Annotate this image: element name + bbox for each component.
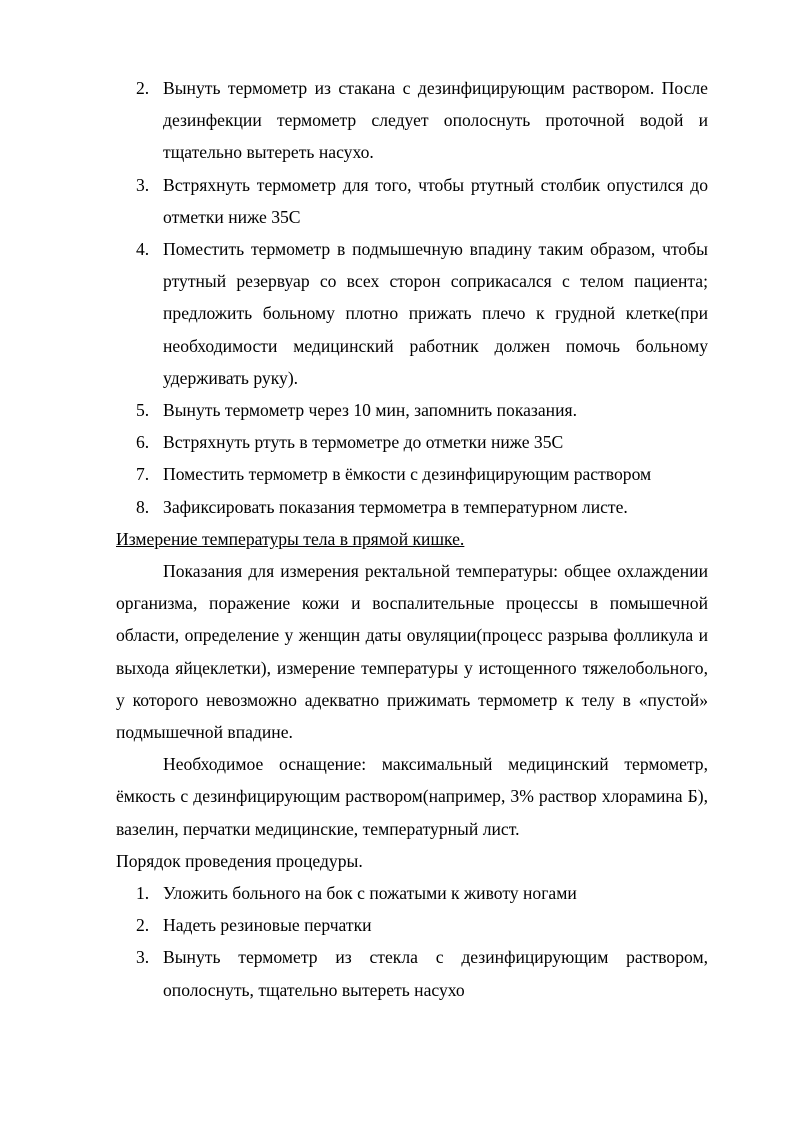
- list-number: 3.: [136, 174, 150, 195]
- list-item: [116, 941, 708, 1005]
- list-number: 3.: [136, 947, 150, 968]
- equipment-paragraph: Необходимое оснащение: максимальный медицинский термометр, ёмкость с дезинфицирующим раствором(например, 3% раствор хлорамина Б), вазелин, перчатки медицинские, температурный лист.: [116, 754, 708, 839]
- list-number: 2.: [136, 915, 150, 936]
- list-number: 2.: [136, 78, 150, 98]
- list-number: 4.: [136, 239, 150, 260]
- list-number: 6.: [136, 432, 150, 453]
- list-item: [116, 491, 708, 523]
- document-page: [116, 72, 708, 1006]
- list-item-text: Зафиксировать показания термометра в температурном листе.: [163, 496, 628, 517]
- list-item-text: Поместить термометр в подмышечную впадину таким образом, чтобы ртутный резервуар со всех сторон соприкасался с телом пациента; предложить больному плотно прижать плечо к грудной клетке(при необходимости медицинский работник должен помочь больному удерживать руку).: [163, 239, 708, 388]
- section-heading: Измерение температуры тела в прямой кишке.: [116, 528, 465, 549]
- list-item-text: Встряхнуть ртуть в термометре до отметки ниже 35С: [163, 432, 564, 453]
- procedure-title: Порядок проведения процедуры.: [116, 850, 363, 871]
- list-number: 1.: [136, 883, 150, 904]
- list-item: [116, 233, 708, 394]
- list-item-text: Вынуть термометр из стекла с дезинфицирующим раствором, ополоснуть, тщательно вытереть насухо: [163, 947, 708, 1000]
- list-item: [116, 426, 708, 458]
- axillary-procedure-list: [116, 72, 708, 523]
- list-number: 8.: [136, 496, 150, 517]
- list-item-text: Поместить термометр в ёмкости с дезинфицирующим раствором: [163, 464, 652, 485]
- list-item-text: Надеть резиновые перчатки: [163, 915, 372, 936]
- list-item: [116, 72, 708, 169]
- list-item: [116, 169, 708, 233]
- list-item-text: Вынуть термометр через 10 мин, запомнить показания.: [163, 400, 577, 421]
- list-item-text: Уложить больного на бок с пожатыми к животу ногами: [163, 883, 577, 904]
- list-item-text: Встряхнуть термометр для того, чтобы ртутный столбик опустился до отметки ниже 35С: [163, 174, 708, 227]
- list-number: 5.: [136, 400, 150, 421]
- list-item: [116, 909, 708, 941]
- list-item-text: Вынуть термометр из стакана с дезинфицирующим раствором. После дезинфекции термометр следует ополоснуть проточной водой и тщательно вытереть насухо.: [163, 78, 708, 163]
- list-item: [116, 394, 708, 426]
- indications-paragraph: Показания для измерения ректальной температуры: общее охлаждении организма, поражение кожи и воспалительные процессы в помышечной области, определение у женщин даты овуляции(процесс разрыва фолликула и выхода яйцеклетки), измерение температуры у истощенного тяжелобольного, у которого невозможно адекватно прижимать термометр к телу в «пустой» подмышечной впадине.: [116, 561, 708, 743]
- rectal-procedure-list: [116, 877, 708, 1006]
- list-number: 7.: [136, 464, 150, 485]
- list-item: [116, 877, 708, 909]
- list-item: [116, 458, 708, 490]
